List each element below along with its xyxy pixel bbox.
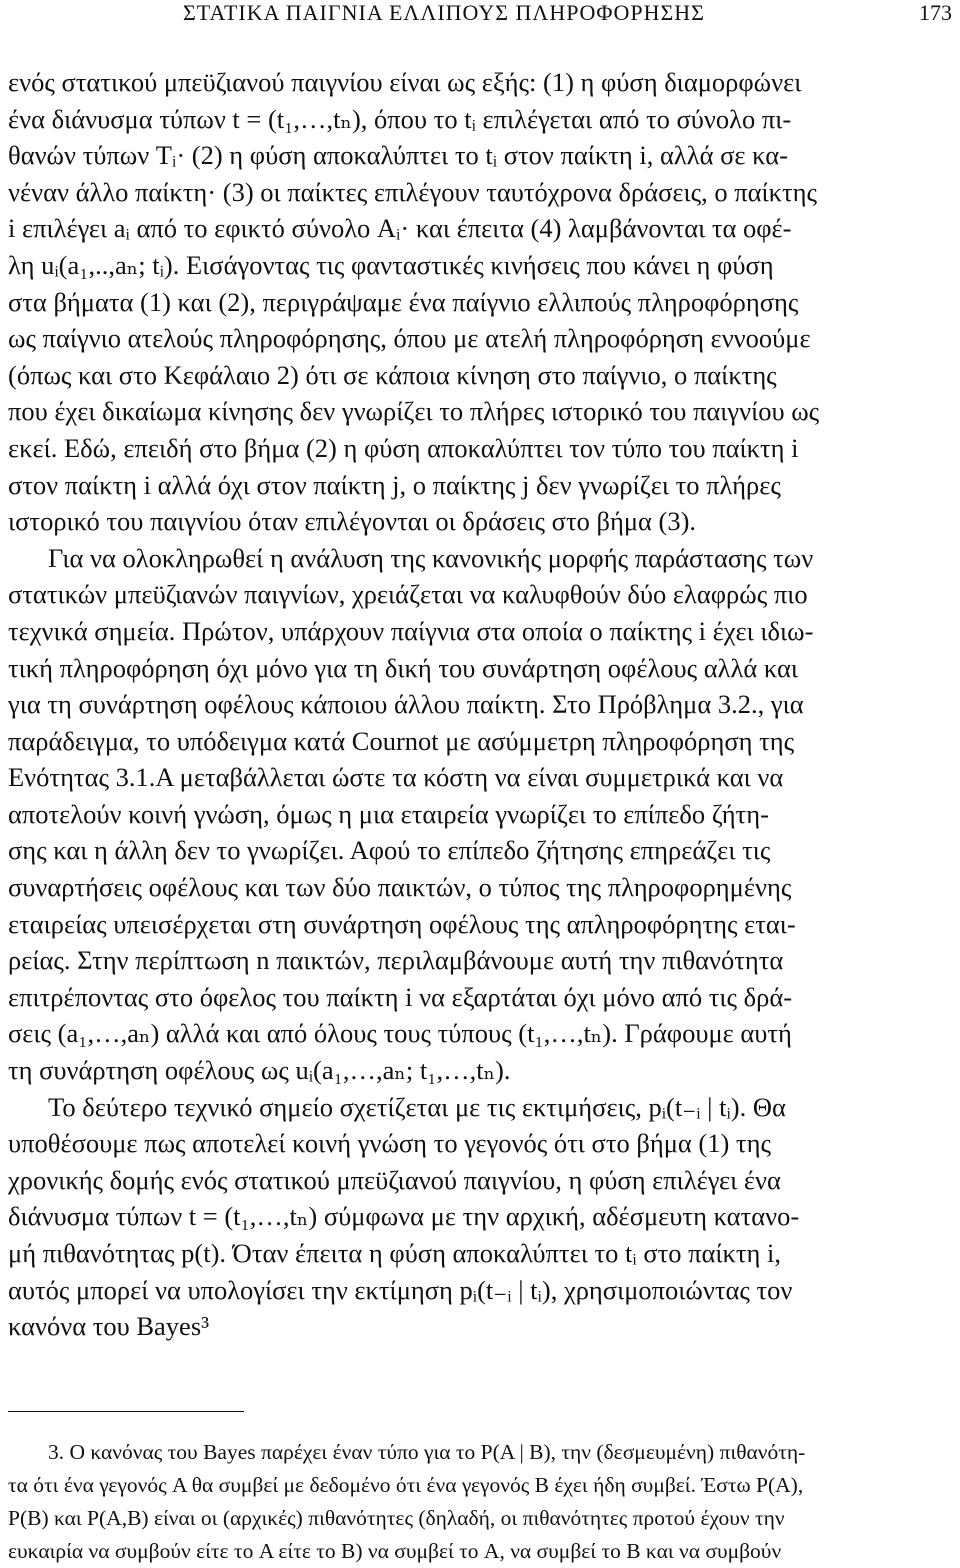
text-line: σεις (a₁,…,aₙ) αλλά και από όλους τους τύπους (t₁,…,tₙ). Γράφουμε αυτή (8, 1018, 792, 1049)
footnote-line: P(B) και P(A,B) είναι οι (αρχικές) πιθανότητες (δηλαδή, οι πιθανότητες προτού έχουν την (8, 1506, 785, 1530)
text-line: νέναν άλλο παίκτη· (3) οι παίκτες επιλέγουν ταυτόχρονα δράσεις, ο παίκτης (8, 176, 818, 207)
text-line: λη uᵢ(a₁,..,aₙ; tᵢ). Εισάγοντας τις φανταστικές κινήσεις που κάνει η φύση (8, 249, 774, 280)
text-line: παράδειγμα, το υπόδειγμα κατά Cournot με ασύμμετρη πληροφόρηση της (8, 725, 795, 756)
text-line: για τη συνάρτηση οφέλους κάποιου άλλου παίκτη. Στο Πρόβλημα 3.2., για (8, 689, 804, 720)
text-line: στα βήματα (1) και (2), περιγράψαμε ένα παίγνιο ελλιπούς πληροφόρησης (8, 286, 799, 317)
text-line: εκεί. Εδώ, επειδή στο βήμα (2) η φύση αποκαλύπτει τον τύπο του παίκτη i (8, 432, 799, 463)
paragraph-first-line: Το δεύτερο τεχνικό σημείο σχετίζεται με τις εκτιμήσεις, pᵢ(t₋ᵢ | tᵢ). Θα (48, 1091, 786, 1122)
footnote (8, 1436, 952, 1568)
text-line: συναρτήσεις οφέλους και των δύο παικτών, ο τύπος της πληροφορημένης (8, 872, 792, 903)
text-line: Ενότητας 3.1.Α μεταβάλλεται ώστε τα κόστη να είναι συμμετρικά και να (8, 762, 784, 793)
text-line: ενός στατικού μπεϋζιανού παιγνίου είναι ως εξής: (1) η φύση διαμορφώνει (8, 67, 802, 97)
footnote-line: ευκαιρία να συμβούν είτε το A είτε το B) να συμβεί το A, να συμβεί το B και να συμβούν (8, 1539, 782, 1563)
text-line: ρείας. Στην περίπτωση n παικτών, περιλαμβάνουμε αυτή την πιθανότητα (8, 945, 784, 976)
text-line: επιτρέποντας στο όφελος του παίκτη i να εξαρτάται όχι μόνο από τις δρά- (8, 981, 793, 1012)
text-line: εταιρείας υπεισέρχεται στη συνάρτηση οφέλους της απληροφόρητης εται- (8, 908, 796, 939)
text-line: i επιλέγει aᵢ από το εφικτό σύνολο Aᵢ· και έπειτα (4) λαμβάνονται τα οφέ- (8, 213, 792, 244)
text-line: αυτός μπορεί να υπολογίσει την εκτίμηση pᵢ(t₋ᵢ | tᵢ), χρησιμοποιώντας τον (8, 1274, 793, 1305)
text-line: στον παίκτη i αλλά όχι στον παίκτη j, ο παίκτης j δεν γνωρίζει το πλήρες (8, 469, 781, 500)
text-line: (όπως και στο Κεφάλαιο 2) ότι σε κάποια κίνηση στο παίγνιο, ο παίκτης (8, 359, 777, 390)
text-line: τη συνάρτηση οφέλους ως uᵢ(a₁,…,aₙ; t₁,…,tₙ). (8, 1055, 511, 1086)
text-line: τική πληροφόρηση όχι μόνο για τη δική του συνάρτηση οφέλους αλλά και (8, 652, 799, 683)
text-line: κανόνα του Bayes³ (8, 1311, 210, 1342)
text-line: ένα διάνυσμα τύπων t = (t₁,…,tₙ), όπου το tᵢ επιλέγεται από το σύνολο πι- (8, 103, 792, 134)
text-line: αποτελούν κοινή γνώση, όμως η μια εταιρεία γνωρίζει το επίπεδο ζήτη- (8, 798, 769, 829)
paragraph-first-line: Για να ολοκληρωθεί η ανάλυση της κανονικής μορφής παράστασης των (48, 542, 814, 573)
text-line: που έχει δικαίωμα κίνησης δεν γνωρίζει το πλήρες ιστορικό του παιγνίου ως (8, 396, 820, 427)
running-title: ΣΤΑΤΙΚΑ ΠΑΙΓΝΙΑ ΕΛΛΙΠΟΥΣ ΠΛΗΡΟΦΟΡΗΣΗΣ (183, 0, 705, 25)
footnote-separator (8, 1411, 244, 1412)
footnote-line: τα ότι ένα γεγονός A θα συμβεί με δεδομένο ότι ένα γεγονός B έχει ήδη συμβεί. Έστω P(A), (8, 1473, 804, 1497)
text-line: ιστορικό του παιγνίου όταν επιλέγονται οι δράσεις στο βήμα (3). (8, 506, 697, 537)
text-line: χρονικής δομής ενός στατικού μπεϋζιανού παιγνίου, η φύση επιλέγει ένα (8, 1164, 781, 1195)
text-line: στατικών μπεϋζιανών παιγνίων, χρειάζεται να καλυφθούν δύο ελαφρώς πιο (8, 579, 808, 610)
body-text (8, 64, 952, 1345)
text-line: ως παίγνιο ατελούς πληροφόρησης, όπου με ατελή πληροφόρηση εννοούμε (8, 323, 811, 354)
text-line: τεχνικά σημεία. Πρώτον, υπάρχουν παίγνια στα οποία ο παίκτης i έχει ιδιω- (8, 615, 814, 646)
text-line: διάνυσμα τύπων t = (t₁,…,tₙ) σύμφωνα με την αρχική, αδέσμευτη κατανο- (8, 1201, 800, 1232)
text-line: σης και η άλλη δεν το γνωρίζει. Αφού το επίπεδο ζήτησης επηρεάζει τις (8, 835, 771, 866)
footnote-line: 3. Ο κανόνας του Bayes παρέχει έναν τύπο για το P(A | B), την (δεσμευμένη) πιθανότη- (48, 1440, 806, 1464)
text-line: μή πιθανότητας p(t). Όταν έπειτα η φύση αποκαλύπτει το tᵢ στο παίκτη i, (8, 1238, 781, 1268)
text-line: υποθέσουμε πως αποτελεί κοινή γνώση το γεγονός ότι στο βήμα (1) της (8, 1128, 771, 1159)
page-number: 173 (919, 0, 952, 25)
page-header (0, 0, 960, 28)
text-line: θανών τύπων Tᵢ· (2) η φύση αποκαλύπτει το tᵢ στον παίκτη i, αλλά σε κα- (8, 140, 788, 171)
